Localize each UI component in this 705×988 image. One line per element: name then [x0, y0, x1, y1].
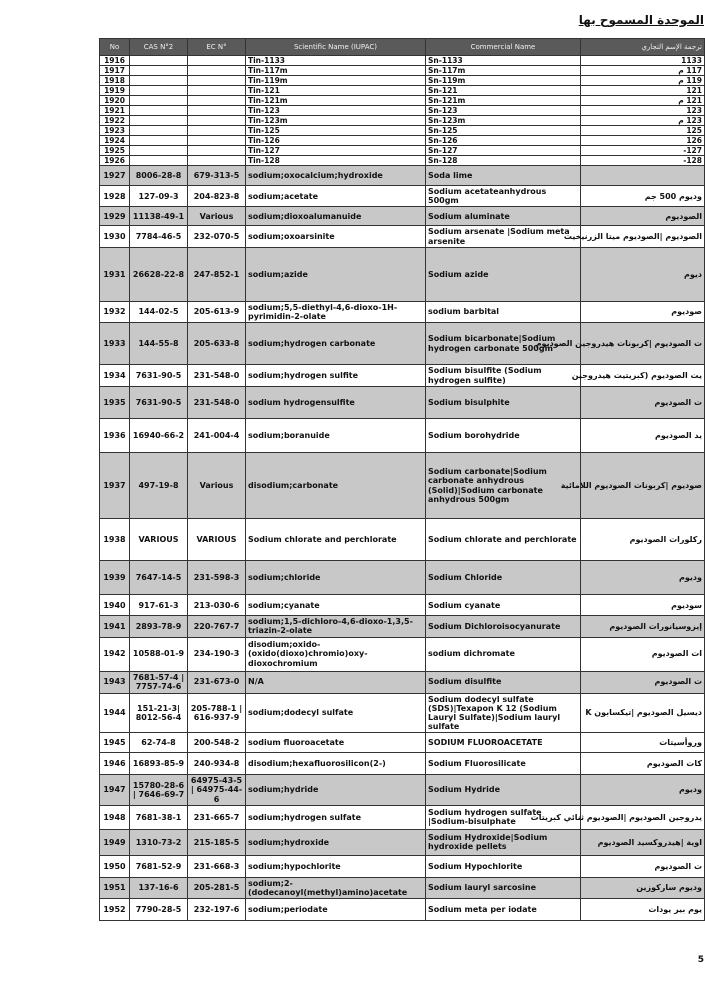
commercial-name: Sn-123m	[426, 116, 581, 126]
arabic-translation: 1133	[581, 56, 705, 66]
table-row	[100, 86, 705, 96]
ec-number	[188, 56, 246, 66]
row-number: 1938	[100, 519, 130, 561]
ec-number: 240-934-8	[188, 753, 246, 775]
ec-number: 679-313-5	[188, 166, 246, 186]
scientific-name: sodium;dodecyl sulfate	[246, 693, 426, 733]
commercial-name: Sodium Hydroxide|Sodium hydroxide pellets	[426, 829, 581, 855]
chemicals-table-container	[99, 38, 704, 921]
arabic-translation: ت الصوديوم	[581, 855, 705, 877]
row-number: 1952	[100, 899, 130, 921]
table-row	[100, 637, 705, 671]
row-number: 1942	[100, 637, 130, 671]
table-row	[100, 829, 705, 855]
commercial-name: sodium barbital	[426, 301, 581, 322]
scientific-name: Tin-127	[246, 146, 426, 156]
row-number: 1924	[100, 136, 130, 146]
commercial-name: Sodium Hypochlorite	[426, 855, 581, 877]
commercial-name: Sn-125	[426, 126, 581, 136]
ec-number: 200-548-2	[188, 733, 246, 753]
ec-number	[188, 86, 246, 96]
ec-number: 234-190-3	[188, 637, 246, 671]
ec-number: Various	[188, 207, 246, 226]
table-body	[100, 56, 705, 921]
commercial-name: Sn-127	[426, 146, 581, 156]
commercial-name: Sodium carbonate|Sodium carbonate anhydrous (Solid)|Sodium carbonate anhydrous 500gm	[426, 453, 581, 519]
row-number: 1931	[100, 247, 130, 301]
cas-number	[130, 56, 188, 66]
cas-number	[130, 136, 188, 146]
table-row	[100, 387, 705, 419]
ec-number: 204-823-8	[188, 186, 246, 207]
arabic-translation: صوديوم |كربونات الصوديوم اللامائية	[581, 453, 705, 519]
row-number: 1918	[100, 76, 130, 86]
arabic-translation: 121	[581, 86, 705, 96]
commercial-name: Sodium hydrogen sulfate |Sodium-bisulphate	[426, 805, 581, 829]
scientific-name: sodium;azide	[246, 247, 426, 301]
arabic-translation: 123 م	[581, 116, 705, 126]
ec-number: 232-070-5	[188, 226, 246, 247]
table-row	[100, 753, 705, 775]
commercial-name: Sn-121m	[426, 96, 581, 106]
table-row	[100, 56, 705, 66]
cas-number: 16893-85-9	[130, 753, 188, 775]
row-number: 1923	[100, 126, 130, 136]
cas-number: 1310-73-2	[130, 829, 188, 855]
scientific-name: sodium;hydride	[246, 775, 426, 806]
scientific-name: sodium;1,5-dichloro-4,6-dioxo-1,3,5-triazin-2-olate	[246, 616, 426, 637]
row-number: 1922	[100, 116, 130, 126]
scientific-name: N/A	[246, 671, 426, 693]
scientific-name: sodium;5,5-diethyl-4,6-dioxo-1H-pyrimidin-2-olate	[246, 301, 426, 322]
cas-number: 10588-01-9	[130, 637, 188, 671]
cas-number: 7681-57-4 | 7757-74-6	[130, 671, 188, 693]
ec-number: 205-633-8	[188, 323, 246, 365]
ec-number: 215-185-5	[188, 829, 246, 855]
cas-number: 7631-90-5	[130, 387, 188, 419]
scientific-name: sodium hydrogensulfite	[246, 387, 426, 419]
header-cas: CAS N°2	[130, 39, 188, 56]
row-number: 1916	[100, 56, 130, 66]
ec-number: 213-030-6	[188, 595, 246, 616]
row-number: 1929	[100, 207, 130, 226]
row-number: 1926	[100, 156, 130, 166]
ec-number	[188, 106, 246, 116]
table-row	[100, 519, 705, 561]
commercial-name: Sodium cyanate	[426, 595, 581, 616]
header-scientific-name: Scientific Name (IUPAC)	[246, 39, 426, 56]
arabic-translation: ت الصوديوم |كربونات هيدروجين الصوديوم	[581, 323, 705, 365]
table-row	[100, 453, 705, 519]
table-row	[100, 733, 705, 753]
arabic-translation	[581, 166, 705, 186]
arabic-translation: 119 م	[581, 76, 705, 86]
table-row	[100, 66, 705, 76]
commercial-name: sodium dichromate	[426, 637, 581, 671]
row-number: 1935	[100, 387, 130, 419]
row-number: 1920	[100, 96, 130, 106]
commercial-name: Sodium acetateanhydrous 500gm	[426, 186, 581, 207]
table-row	[100, 561, 705, 595]
commercial-name: Sn-117m	[426, 66, 581, 76]
row-number: 1917	[100, 66, 130, 76]
table-row	[100, 616, 705, 637]
cas-number: 8006-28-8	[130, 166, 188, 186]
row-number: 1930	[100, 226, 130, 247]
ec-number	[188, 136, 246, 146]
table-row	[100, 301, 705, 322]
table-row	[100, 226, 705, 247]
arabic-translation: وديوم 500 جم	[581, 186, 705, 207]
arabic-translation: يد الصوديوم	[581, 419, 705, 453]
row-number: 1927	[100, 166, 130, 186]
scientific-name: sodium;cyanate	[246, 595, 426, 616]
cas-number: 917-61-3	[130, 595, 188, 616]
cas-number: 26628-22-8	[130, 247, 188, 301]
scientific-name: Tin-126	[246, 136, 426, 146]
ec-number: 231-673-0	[188, 671, 246, 693]
cas-number	[130, 146, 188, 156]
row-number: 1945	[100, 733, 130, 753]
arabic-translation: يوم بير يودات	[581, 899, 705, 921]
row-number: 1933	[100, 323, 130, 365]
row-number: 1948	[100, 805, 130, 829]
table-header-row	[100, 39, 705, 56]
cas-number: 11138-49-1	[130, 207, 188, 226]
table-row	[100, 96, 705, 106]
row-number: 1944	[100, 693, 130, 733]
ec-number: 205-613-9	[188, 301, 246, 322]
arabic-translation: 125	[581, 126, 705, 136]
commercial-name: Sodium meta per iodate	[426, 899, 581, 921]
commercial-name: Sodium azide	[426, 247, 581, 301]
scientific-name: Tin-125	[246, 126, 426, 136]
table-row	[100, 116, 705, 126]
table-row	[100, 76, 705, 86]
arabic-translation: إيزوسيانورات الصوديوم	[581, 616, 705, 637]
header-commercial-name: Commercial Name	[426, 39, 581, 56]
table-row	[100, 365, 705, 387]
ec-number	[188, 156, 246, 166]
commercial-name: Sodium Fluorosilicate	[426, 753, 581, 775]
scientific-name: Tin-128	[246, 156, 426, 166]
page-number: 5	[697, 955, 704, 965]
arabic-translation: الصوديوم	[581, 207, 705, 226]
scientific-name: disodium;hexafluorosilicon(2-)	[246, 753, 426, 775]
row-number: 1928	[100, 186, 130, 207]
ec-number: VARIOUS	[188, 519, 246, 561]
row-number: 1937	[100, 453, 130, 519]
scientific-name: disodium;carbonate	[246, 453, 426, 519]
scientific-name: sodium;oxocalcium;hydroxide	[246, 166, 426, 186]
table-row	[100, 106, 705, 116]
arabic-translation: ت الصوديوم	[581, 671, 705, 693]
cas-number: 497-19-8	[130, 453, 188, 519]
row-number: 1943	[100, 671, 130, 693]
arabic-translation: وديوم	[581, 561, 705, 595]
scientific-name: sodium;boranuide	[246, 419, 426, 453]
arabic-translation: ات الصوديوم	[581, 637, 705, 671]
table-row	[100, 207, 705, 226]
cas-number	[130, 156, 188, 166]
ec-number: 232-197-6	[188, 899, 246, 921]
scientific-name: Sodium chlorate and perchlorate	[246, 519, 426, 561]
cas-number: 7647-14-5	[130, 561, 188, 595]
page-title: الموحدة المسموح بها	[578, 13, 704, 27]
ec-number: 247-852-1	[188, 247, 246, 301]
ec-number: Various	[188, 453, 246, 519]
table-row	[100, 323, 705, 365]
table-row	[100, 595, 705, 616]
chemicals-table	[99, 38, 705, 921]
commercial-name: Sodium bisulphite	[426, 387, 581, 419]
commercial-name: Sn-119m	[426, 76, 581, 86]
cas-number	[130, 66, 188, 76]
scientific-name: sodium;hydrogen sulfate	[246, 805, 426, 829]
arabic-translation: ديسيل الصوديوم |تيكسابون K	[581, 693, 705, 733]
scientific-name: sodium;oxoarsinite	[246, 226, 426, 247]
ec-number: 231-598-3	[188, 561, 246, 595]
cas-number: 7784-46-5	[130, 226, 188, 247]
ec-number: 205-788-1 | 616-937-9	[188, 693, 246, 733]
arabic-translation: 123	[581, 106, 705, 116]
arabic-translation: 121 م	[581, 96, 705, 106]
scientific-name: sodium;hypochlorite	[246, 855, 426, 877]
scientific-name: Tin-119m	[246, 76, 426, 86]
commercial-name: SODIUM FLUOROACETATE	[426, 733, 581, 753]
scientific-name: sodium;chloride	[246, 561, 426, 595]
commercial-name: Sodium bicarbonate|Sodium hydrogen carbonate 500gm	[426, 323, 581, 365]
table-row	[100, 805, 705, 829]
scientific-name: sodium;hydrogen sulfite	[246, 365, 426, 387]
row-number: 1941	[100, 616, 130, 637]
cas-number	[130, 116, 188, 126]
arabic-translation: 127-	[581, 146, 705, 156]
cas-number: 7790-28-5	[130, 899, 188, 921]
commercial-name: Sn-128	[426, 156, 581, 166]
table-row	[100, 247, 705, 301]
arabic-translation: صوديوم	[581, 301, 705, 322]
row-number: 1932	[100, 301, 130, 322]
commercial-name: Sodium lauryl sarcosine	[426, 877, 581, 898]
header-arabic-translation: ترجمة الإسم التجاري	[581, 39, 705, 56]
commercial-name: Sodium Chloride	[426, 561, 581, 595]
scientific-name: Tin-121	[246, 86, 426, 96]
commercial-name: Sodium chlorate and perchlorate	[426, 519, 581, 561]
scientific-name: Tin-1133	[246, 56, 426, 66]
commercial-name: Sn-126	[426, 136, 581, 146]
table-row	[100, 899, 705, 921]
scientific-name: Tin-121m	[246, 96, 426, 106]
cas-number: 137-16-6	[130, 877, 188, 898]
arabic-translation: 117 م	[581, 66, 705, 76]
cas-number: 144-02-5	[130, 301, 188, 322]
ec-number: 231-668-3	[188, 855, 246, 877]
header-ec: EC N°	[188, 39, 246, 56]
arabic-translation: 126	[581, 136, 705, 146]
scientific-name: Tin-123	[246, 106, 426, 116]
scientific-name: sodium;2-(dodecanoyl(methyl)amino)acetate	[246, 877, 426, 898]
commercial-name: Sodium disulfite	[426, 671, 581, 693]
commercial-name: Sodium dodecyl sulfate (SDS)|Texapon K 12 (Sodium Lauryl Sulfate)|Sodium lauryl sulfate	[426, 693, 581, 733]
table-row	[100, 136, 705, 146]
row-number: 1950	[100, 855, 130, 877]
cas-number: 7681-52-9	[130, 855, 188, 877]
row-number: 1934	[100, 365, 130, 387]
scientific-name: sodium;acetate	[246, 186, 426, 207]
table-row	[100, 693, 705, 733]
arabic-translation: كات الصوديوم	[581, 753, 705, 775]
ec-number	[188, 76, 246, 86]
ec-number: 64975-43-5 | 64975-44-6	[188, 775, 246, 806]
table-row	[100, 855, 705, 877]
cas-number	[130, 86, 188, 96]
arabic-translation: ركلورات الصوديوم	[581, 519, 705, 561]
table-row	[100, 671, 705, 693]
row-number: 1949	[100, 829, 130, 855]
ec-number: 231-665-7	[188, 805, 246, 829]
table-row	[100, 156, 705, 166]
table-row	[100, 186, 705, 207]
arabic-translation: وروأسيتات	[581, 733, 705, 753]
scientific-name: sodium fluoroacetate	[246, 733, 426, 753]
scientific-name: sodium;periodate	[246, 899, 426, 921]
cas-number: 16940-66-2	[130, 419, 188, 453]
commercial-name: Sn-121	[426, 86, 581, 96]
arabic-translation: الصوديوم |الصوديوم ميتا الزرنيخيت	[581, 226, 705, 247]
cas-number	[130, 96, 188, 106]
ec-number: 231-548-0	[188, 365, 246, 387]
cas-number: 127-09-3	[130, 186, 188, 207]
row-number: 1951	[100, 877, 130, 898]
cas-number: 2893-78-9	[130, 616, 188, 637]
scientific-name: Tin-117m	[246, 66, 426, 76]
row-number: 1921	[100, 106, 130, 116]
arabic-translation: وديوم	[581, 775, 705, 806]
cas-number: 7681-38-1	[130, 805, 188, 829]
commercial-name: Soda lime	[426, 166, 581, 186]
arabic-translation: ديوم	[581, 247, 705, 301]
scientific-name: Tin-123m	[246, 116, 426, 126]
cas-number: 151-21-3| 8012-56-4	[130, 693, 188, 733]
cas-number: 15780-28-6 | 7646-69-7	[130, 775, 188, 806]
ec-number	[188, 96, 246, 106]
commercial-name: Sodium bisulfite (Sodium hydrogen sulfite)	[426, 365, 581, 387]
arabic-translation: يت الصوديوم (كبريتيت هيدروجين	[581, 365, 705, 387]
scientific-name: sodium;dioxoalumanuide	[246, 207, 426, 226]
arabic-translation: وديوم ساركوزين	[581, 877, 705, 898]
ec-number: 220-767-7	[188, 616, 246, 637]
ec-number	[188, 116, 246, 126]
row-number: 1947	[100, 775, 130, 806]
cas-number	[130, 76, 188, 86]
arabic-translation: 128-	[581, 156, 705, 166]
row-number: 1919	[100, 86, 130, 96]
ec-number: 231-548-0	[188, 387, 246, 419]
cas-number	[130, 126, 188, 136]
table-row	[100, 126, 705, 136]
cas-number: 62-74-8	[130, 733, 188, 753]
cas-number: VARIOUS	[130, 519, 188, 561]
table-row	[100, 146, 705, 156]
ec-number: 205-281-5	[188, 877, 246, 898]
ec-number	[188, 146, 246, 156]
cas-number: 7631-90-5	[130, 365, 188, 387]
table-row	[100, 877, 705, 898]
ec-number: 241-004-4	[188, 419, 246, 453]
scientific-name: sodium;hydrogen carbonate	[246, 323, 426, 365]
arabic-translation: يدروجين الصوديوم |الصوديوم ثنائي كبريتات	[581, 805, 705, 829]
commercial-name: Sodium arsenate |Sodium meta arsenite	[426, 226, 581, 247]
ec-number	[188, 126, 246, 136]
row-number: 1939	[100, 561, 130, 595]
commercial-name: Sn-1133	[426, 56, 581, 66]
commercial-name: Sodium Hydride	[426, 775, 581, 806]
table-row	[100, 775, 705, 806]
row-number: 1936	[100, 419, 130, 453]
table-row	[100, 166, 705, 186]
arabic-translation: ت الصوديوم	[581, 387, 705, 419]
arabic-translation: سوديوم	[581, 595, 705, 616]
ec-number	[188, 66, 246, 76]
row-number: 1925	[100, 146, 130, 156]
commercial-name: Sodium Dichloroisocyanurate	[426, 616, 581, 637]
header-no: No	[100, 39, 130, 56]
row-number: 1946	[100, 753, 130, 775]
commercial-name: Sodium aluminate	[426, 207, 581, 226]
scientific-name: disodium;oxido-(oxido(dioxo)chromio)oxy-dioxochromium	[246, 637, 426, 671]
row-number: 1940	[100, 595, 130, 616]
table-row	[100, 419, 705, 453]
scientific-name: sodium;hydroxide	[246, 829, 426, 855]
cas-number: 144-55-8	[130, 323, 188, 365]
commercial-name: Sodium borohydride	[426, 419, 581, 453]
cas-number	[130, 106, 188, 116]
commercial-name: Sn-123	[426, 106, 581, 116]
arabic-translation: اوية |هيدروكسيد الصوديوم	[581, 829, 705, 855]
